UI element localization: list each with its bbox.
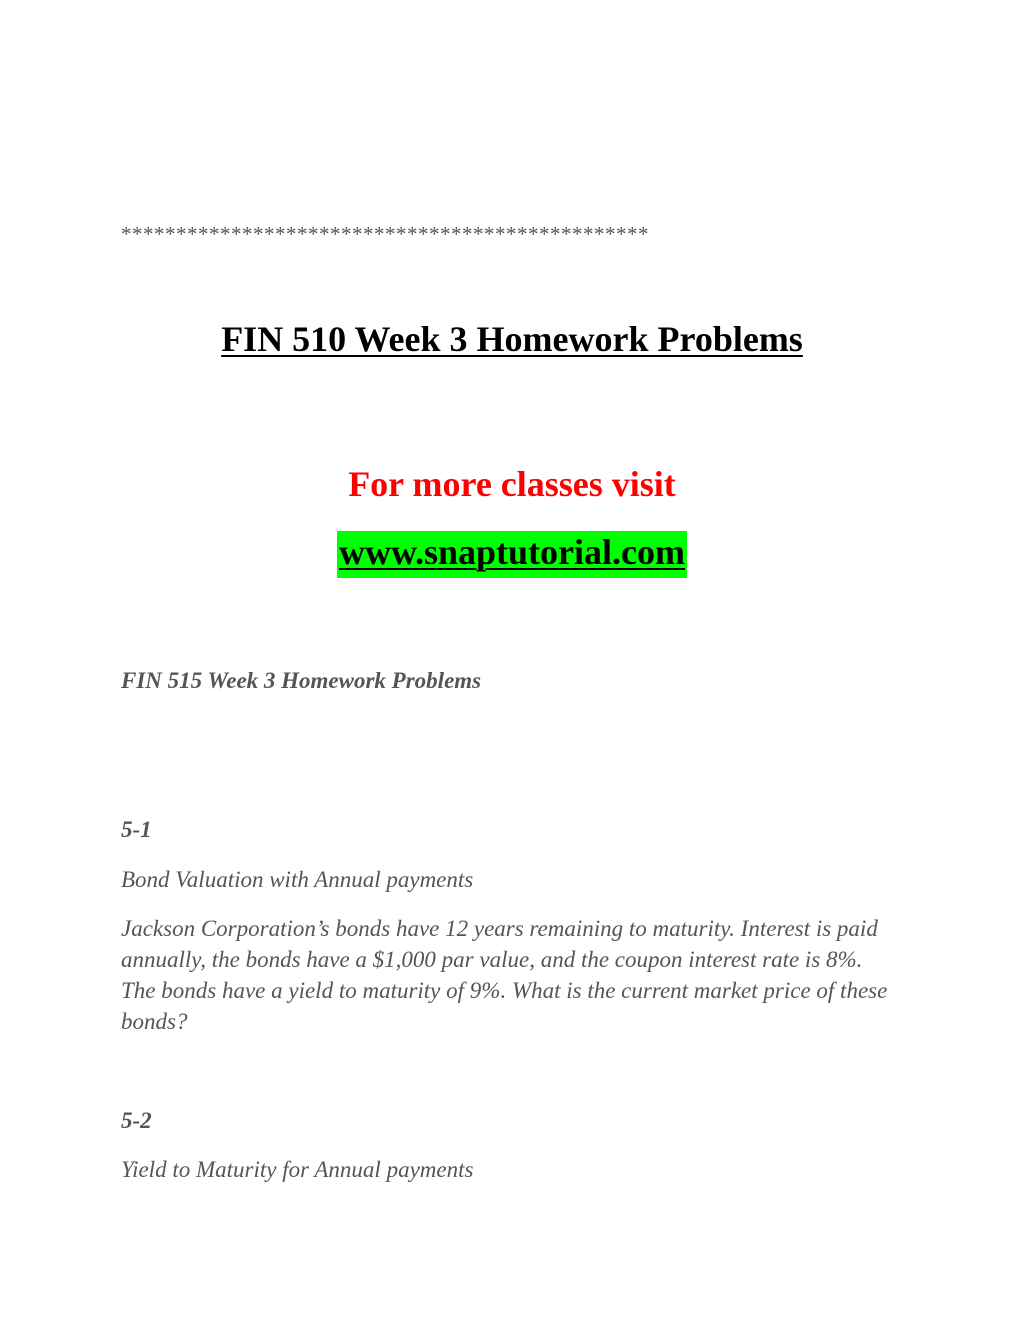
page-title	[0, 318, 1024, 360]
problem-heading: Bond Valuation with Annual payments	[121, 867, 474, 892]
website-link[interactable]: www.snaptutorial.com	[337, 531, 687, 578]
problem-number: 5-2	[121, 1108, 152, 1133]
star-divider: ************************************************	[121, 222, 649, 246]
page-title-text: FIN 510 Week 3 Homework Problems	[221, 319, 803, 359]
problem-number: 5-1	[121, 817, 152, 842]
promo-text: For more classes visit	[348, 464, 676, 504]
website-container	[0, 531, 1024, 578]
problem-text: Jackson Corporation’s bonds have 12 years remaining to maturity. Interest is paid annually, the bonds have a $1,000 par value, and the coupon interest rate is 8%. The bonds have a yield to maturity of 9%. What is the current market price of these bonds?	[121, 916, 888, 1034]
document-subtitle: FIN 515 Week 3 Homework Problems	[121, 668, 482, 693]
problem-heading: Yield to Maturity for Annual payments	[121, 1157, 474, 1182]
